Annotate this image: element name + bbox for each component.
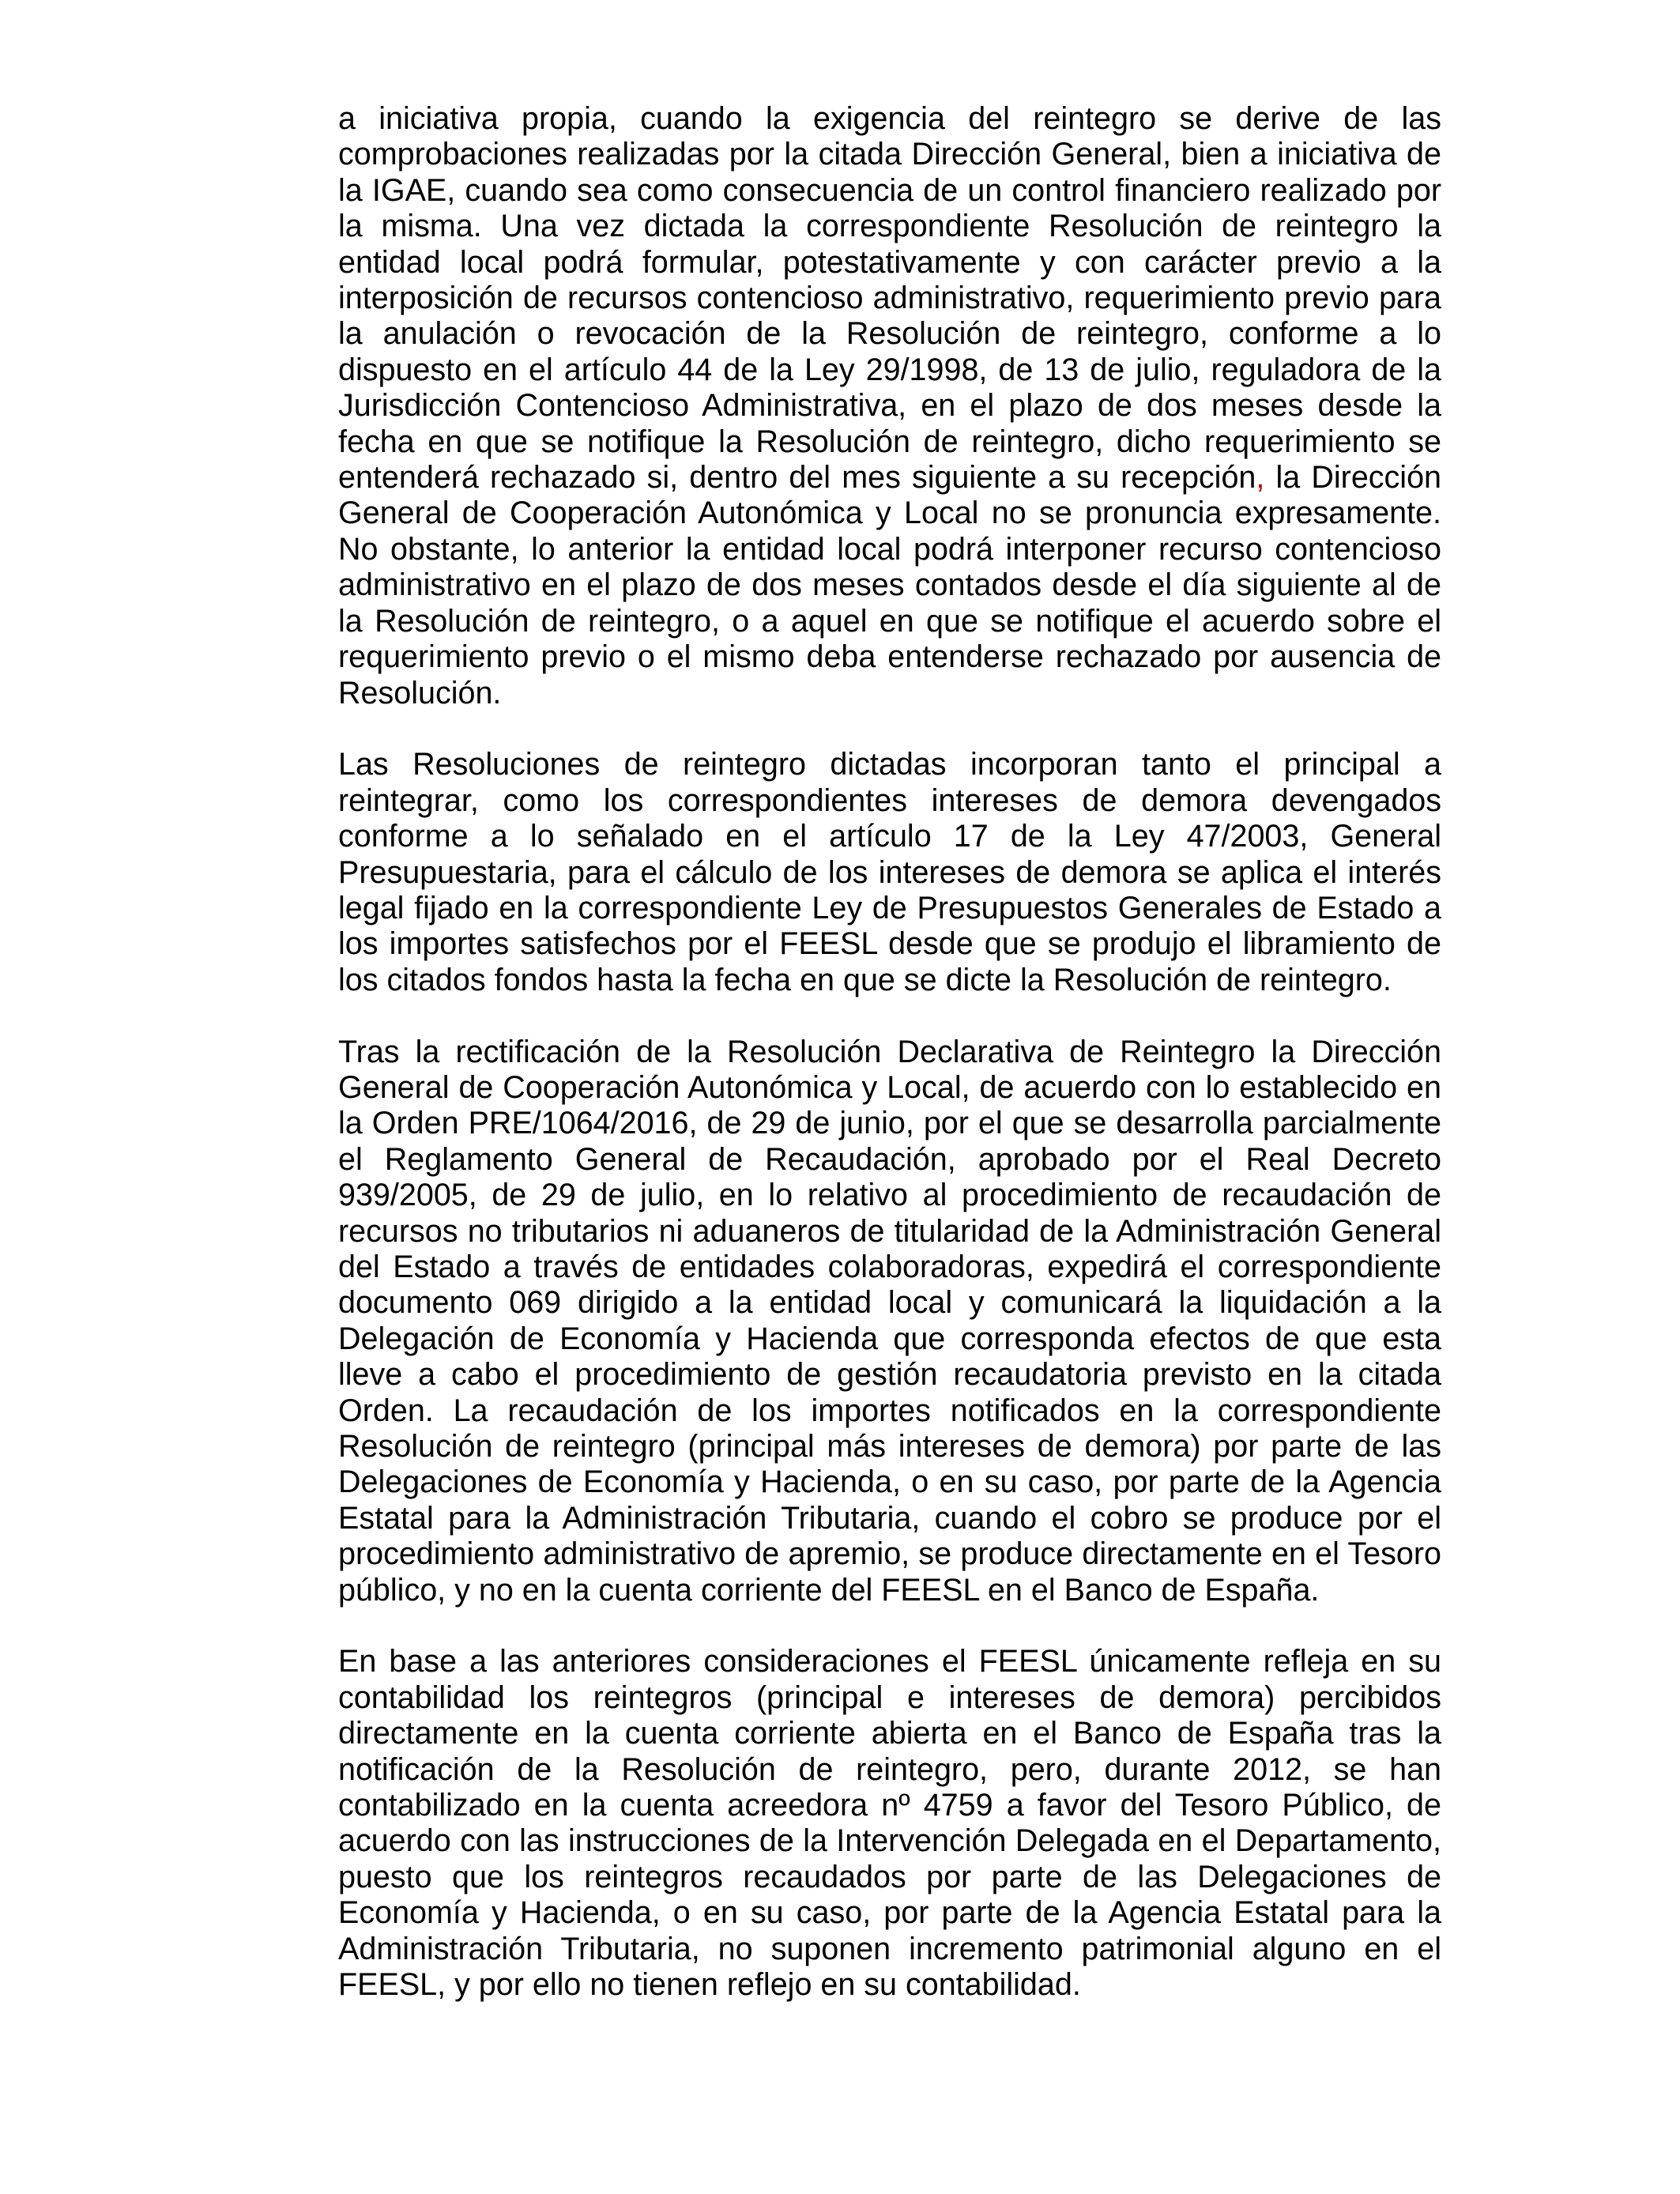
highlighted-comma: , <box>1256 460 1265 496</box>
paragraph-contabilidad: En base a las anteriores consideraciones el FEESL únicamente refleja en su contabilidad los reintegros (principal e intereses de demora) percibidos directamente en la cuenta corriente abierta en el Banco de España tras la notificación de la Resolución de reintegro, pero, durante 2012, se han contabilizado en la cuenta acreedora nº 4759 a favor del Tesoro Público, de acuerdo con las instrucciones de la Intervención Delegada en el Departamento, puesto que los reintegros recaudados por parte de las Delegaciones de Economía y Hacienda, o en su caso, por parte de la Agencia Estatal para la Administración Tributaria, no suponen incremento patrimonial alguno en el FEESL, y por ello no tienen reflejo en su contabilidad. <box>338 1644 1441 2003</box>
paragraph-text-part-1: a iniciativa propia, cuando la exigencia del reintegro se derive de las comprobaciones realizadas por la citada Dirección General, bien a iniciativa de la IGAE, cuando sea como consecuencia de un control financiero realizado por la misma. Una vez dictada la correspondiente Resolución de reintegro la entidad local podrá formular, potestativamente y con carácter previo a la interposición de recursos contencioso administrativo, requerimiento previo para la anulación o revocación de la Resolución de reintegro, conforme a lo dispuesto en el artículo 44 de la Ley 29/1998, de 13 de julio, reguladora de la Jurisdicción Contencioso Administrativa, en el plazo de dos meses desde la fecha en que se notifique la Resolución de reintegro, dicho requerimiento se entenderá rechazado si, dentro del mes siguiente a su recepción <box>338 101 1441 496</box>
paragraph-rectificacion: Tras la rectificación de la Resolución Declarativa de Reintegro la Dirección General de Cooperación Autonómica y Local, de acuerdo con lo establecido en la Orden PRE/1064/2016, de 29 de junio, por el que se desarrolla parcialmente el Reglamento General de Recaudación, aprobado por el Real Decreto 939/2005, de 29 de julio, en lo relativo al procedimiento de recaudación de recursos no tributarios ni aduaneros de titularidad de la Administración General del Estado a través de entidades colaboradoras, expedirá el correspondiente documento 069 dirigido a la entidad local y comunicará la liquidación a la Delegación de Economía y Hacienda que corresponda efectos de que esta lleve a cabo el procedimiento de gestión recaudatoria previsto en la citada Orden. La recaudación de los importes notificados en la correspondiente Resolución de reintegro (principal más intereses de demora) por parte de las Delegaciones de Economía y Hacienda, o en su caso, por parte de la Agencia Estatal para la Administración Tributaria, cuando el cobro se produce por el procedimiento administrativo de apremio, se produce directamente en el Tesoro público, y no en la cuenta corriente del FEESL en el Banco de España. <box>338 1034 1441 1608</box>
paragraph-resolucion-reintegro <box>338 101 1441 711</box>
paragraph-text-part-2: la Dirección General de Cooperación Autonómica y Local no se pronuncia expresamente. No obstante, lo anterior la entidad local podrá interponer recurso contencioso administrativo en el plazo de dos meses contados desde el día siguiente al de la Resolución de reintegro, o a aquel en que se notifique el acuerdo sobre el requerimiento previo o el mismo deba entenderse rechazado por ausencia de Resolución. <box>338 460 1442 711</box>
paragraph-intereses-demora: Las Resoluciones de reintegro dictadas incorporan tanto el principal a reintegrar, como los correspondientes intereses de demora devengados conforme a lo señalado en el artículo 17 de la Ley 47/2003, General Presupuestaria, para el cálculo de los intereses de demora se aplica el interés legal fijado en la correspondiente Ley de Presupuestos Generales de Estado a los importes satisfechos por el FEESL desde que se produjo el libramiento de los citados fondos hasta la fecha en que se dicte la Resolución de reintegro. <box>338 747 1441 997</box>
document-page <box>338 101 1441 2003</box>
